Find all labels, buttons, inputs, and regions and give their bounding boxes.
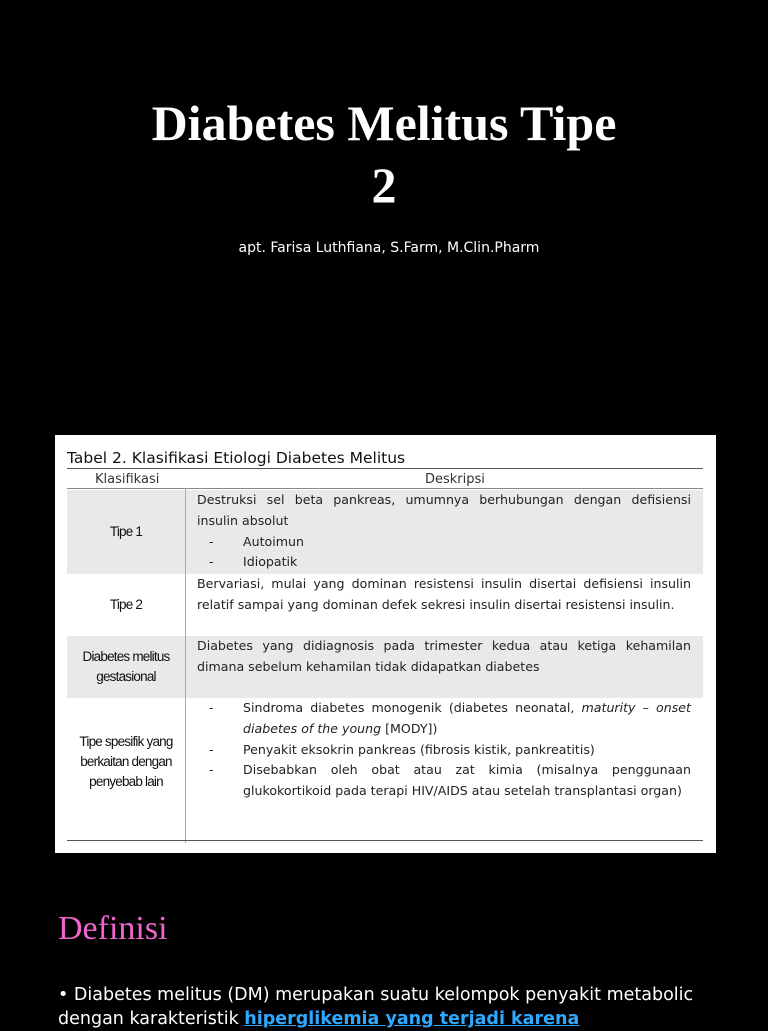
table-row-gestasional	[67, 636, 703, 698]
dash-marker: -	[209, 700, 214, 715]
definisi-highlight-link[interactable]: hiperglikemia yang terjadi karena	[244, 1009, 580, 1029]
slide-title-line1: Diabetes Melitus Tipe	[151, 95, 617, 151]
section-heading-definisi: Definisi	[58, 910, 168, 947]
description-text: Destruksi sel beta pankreas, umumnya berhubungan dengan defisiensi insulin absolut	[197, 492, 691, 528]
row-description	[197, 490, 691, 573]
dash-marker: -	[209, 762, 214, 778]
description-bullet	[197, 760, 691, 802]
description-bullet	[197, 740, 691, 761]
row-label: Diabetes melitus gestasional	[82, 649, 170, 684]
table-caption: Tabel 2. Klasifikasi Etiologi Diabetes Melitus	[67, 449, 406, 467]
row-label: Tipe 2	[109, 597, 143, 612]
bullet-text: Disebabkan oleh obat atau zat kimia (misalnya penggunaan glukokortikoid pada terapi HIV/AIDS atau setelah transplantasi organ)	[243, 762, 691, 799]
definisi-text: Diabetes melitus (DM) merupakan suatu kelompok penyakit metabolic dengan karakteristik	[58, 985, 694, 1029]
slide-title	[60, 92, 708, 216]
table-header-rule	[67, 488, 703, 489]
row-label: Tipe spesifik yang berkaitan dengan penyebab lain	[79, 734, 173, 789]
bullet-marker: •	[58, 985, 69, 1005]
table-bottom-rule	[67, 840, 703, 841]
description-bullet	[197, 532, 691, 553]
slide-title-line2: 2	[371, 157, 397, 213]
row-description: Diabetes yang didiagnosis pada trimester kedua atau ketiga kehamilan dimana sebelum kehamilan tidak didapatkan diabetes	[197, 638, 691, 674]
row-description	[197, 698, 691, 802]
bullet-text: Penyakit eksokrin pankreas (fibrosis kistik, pankreatitis)	[243, 741, 595, 757]
table-top-rule	[67, 468, 703, 469]
row-label: Tipe 1	[109, 524, 143, 539]
dash-marker: -	[209, 741, 214, 757]
table-header-klasifikasi: Klasifikasi	[95, 472, 160, 487]
table-header-deskripsi: Deskripsi	[425, 472, 485, 487]
classification-table-image	[55, 435, 716, 853]
bullet-text-part: [MODY])	[381, 720, 438, 736]
row-description: Bervariasi, mulai yang dominan resistensi insulin disertai defisiensi insulin relatif sampai yang dominan defek sekresi insulin disertai resistensi insulin.	[197, 576, 691, 612]
table-row-tipe-2	[67, 574, 703, 636]
table-row-tipe-spesifik	[67, 698, 703, 838]
bullet-text	[243, 698, 691, 740]
bullet-text-part: Sindroma diabetes monogenik (diabetes neonatal,	[243, 700, 582, 715]
table-row-tipe-1	[67, 490, 703, 574]
description-bullet	[197, 552, 691, 573]
bullet-text: Idiopatik	[243, 554, 298, 570]
dash-marker: -	[209, 554, 214, 570]
description-bullet	[197, 698, 691, 740]
slide-subtitle: apt. Farisa Luthfiana, S.Farm, M.Clin.Pharm	[238, 240, 540, 256]
dash-marker: -	[209, 533, 214, 549]
bullet-text-italic: maturity – onset diabetes of the young	[243, 700, 691, 736]
bullet-text: Autoimun	[243, 533, 304, 549]
table-column-divider	[185, 488, 186, 843]
